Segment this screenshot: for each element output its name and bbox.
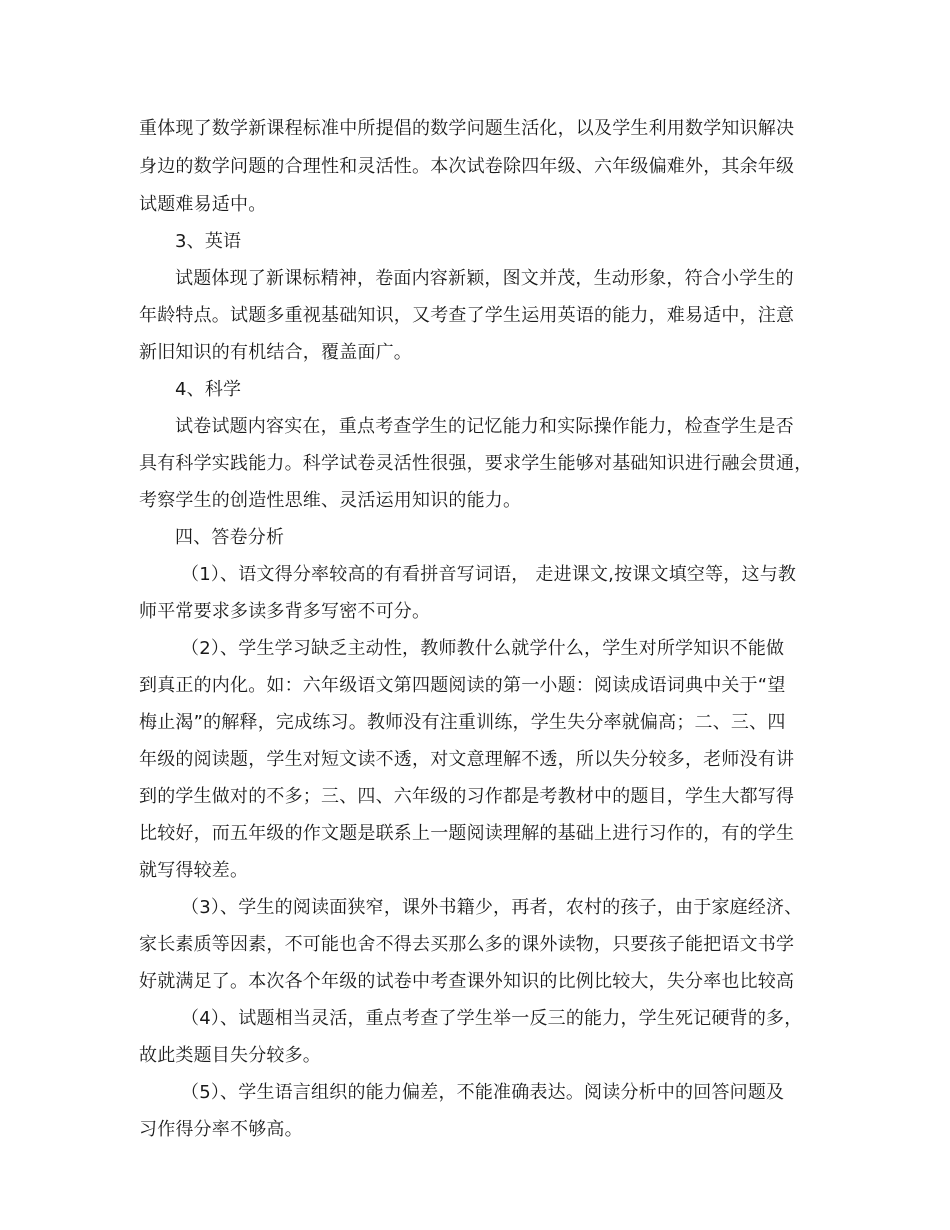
text-line: 到真正的内化。如：六年级语文第四题阅读的第一小题：阅读成语词典中关于“望	[139, 675, 786, 696]
text-line: 到的学生做对的不多；三、四、六年级的习作都是考教材中的题目，学生大都写得	[139, 786, 795, 807]
text-line: （5）、学生语言组织的能力偏差，不能准确表达。阅读分析中的回答问题及	[181, 1082, 785, 1103]
text-line: 师平常要求多读多背多写密不可分。	[139, 601, 431, 622]
text-line: 习作得分率不够高。	[139, 1119, 303, 1140]
text-line: 新旧知识的有机结合，覆盖面广。	[139, 342, 412, 363]
text-line: （3）、学生的阅读面狭窄，课外书籍少，再者，农村的孩子，由于家庭经济、	[181, 897, 803, 918]
text-line: 试卷试题内容实在，重点考查学生的记忆能力和实际操作能力，检查学生是否	[175, 416, 794, 437]
text-line: 试题难易适中。	[139, 194, 267, 215]
text-line: 就写得较差。	[139, 860, 249, 881]
text-line: （2）、学生学习缺乏主动性，教师教什么就学什么，学生对所学知识不能做	[181, 638, 785, 659]
text-line: 身边的数学问题的合理性和灵活性。本次试卷除四年级、六年级偏难外，其余年级	[139, 156, 795, 177]
text-line: 年级的阅读题，学生对短文读不透，对文意理解不透，所以失分较多，老师没有讲	[139, 749, 795, 770]
text-line: （1）、语文得分率较高的有看拼音写词语， 走进课文,按课文填空等，这与教	[181, 564, 797, 585]
text-line: （4）、试题相当灵活，重点考查了学生举一反三的能力，学生死记硬背的多，	[181, 1008, 803, 1029]
text-line: 试题体现了新课标精神，卷面内容新颖，图文并茂，生动形象，符合小学生的	[175, 268, 794, 289]
section-heading: 3、英语	[175, 231, 242, 252]
text-line: 具有科学实践能力。科学试卷灵活性很强，要求学生能够对基础知识进行融会贯通，	[139, 453, 813, 474]
text-line: 年龄特点。试题多重视基础知识，又考查了学生运用英语的能力，难易适中，注意	[139, 305, 795, 326]
text-line: 考察学生的创造性思维、灵活运用知识的能力。	[139, 490, 522, 511]
text-line: 梅止渴”的解释，完成练习。教师没有注重训练，学生失分率就偏高；二、三、四	[139, 712, 786, 733]
section-heading: 四、答卷分析	[175, 527, 285, 548]
section-heading: 4、科学	[175, 379, 242, 400]
text-line: 家长素质等因素，不可能也舍不得去买那么多的课外读物，只要孩子能把语文书学	[139, 934, 795, 955]
text-line: 重体现了数学新课程标准中所提倡的数学问题生活化，以及学生利用数学知识解决	[139, 118, 795, 139]
text-line: 故此类题目失分较多。	[139, 1045, 321, 1066]
text-line: 比较好，而五年级的作文题是联系上一题阅读理解的基础上进行习作的，有的学生	[139, 823, 795, 844]
text-line: 好就满足了。本次各个年级的试卷中考查课外知识的比例比较大，失分率也比较高	[139, 971, 795, 992]
